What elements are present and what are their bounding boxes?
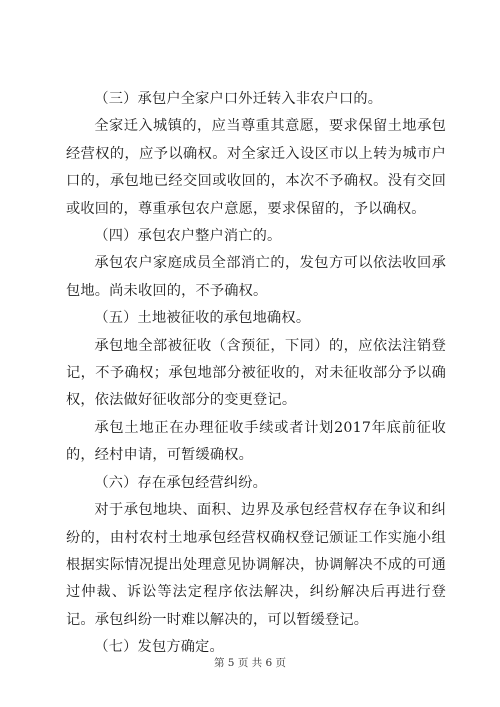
paragraph-2: 承包农户家庭成员全部消亡的，发包方可以依法收回承包地。尚未收回的，不予确权。: [66, 255, 446, 299]
section-heading-4: （四）承包农户整户消亡的。: [94, 228, 282, 245]
section-heading-3: （三）承包户全家户口外迁转入非农户口的。: [94, 91, 383, 107]
section-heading-6: （六）存在承包经营纠纷。: [94, 474, 268, 491]
paragraph-4: 承包土地正在办理征收手续或者计划2017年底前征收的，经村申请，可暂缓确权。: [66, 419, 446, 464]
page-footer: 第 5 页 共 6 页: [213, 657, 287, 669]
paragraph-3: 承包地全部被征收（含预征，下同）的，应依法注销登记，不予确权；承包地部分被征收的，对未征收部分予以确权，依法做好征收部分的变更登记。: [66, 337, 446, 409]
paragraph-1: 全家迁入城镇的，应当尊重其意愿，要求保留土地承包经营权的，应予以确权。对全家迁入设区市以上转为城市户口的，承包地已经交回或收回的，本次不予确权。没有交回或收回的，尊重承包农户意愿，要求保留的，予以确权。: [66, 118, 446, 217]
section-heading-5: （五）土地被征收的承包地确权。: [94, 310, 311, 327]
document-body: [66, 86, 446, 662]
section-heading-7: （七）发包方确定。: [94, 639, 224, 656]
paragraph-5: 对于承包地块、面积、边界及承包经营权存在争议和纠纷的，由村农村土地承包经营权确权登记颁证工作实施小组根据实际情况提出处理意见协调解决，协调解决不成的可通过仲裁、诉讼等法定程序依法解决，纠纷解决后再进行登记。承包纠纷一时难以解决的，可以暂缓登记。: [66, 502, 446, 628]
